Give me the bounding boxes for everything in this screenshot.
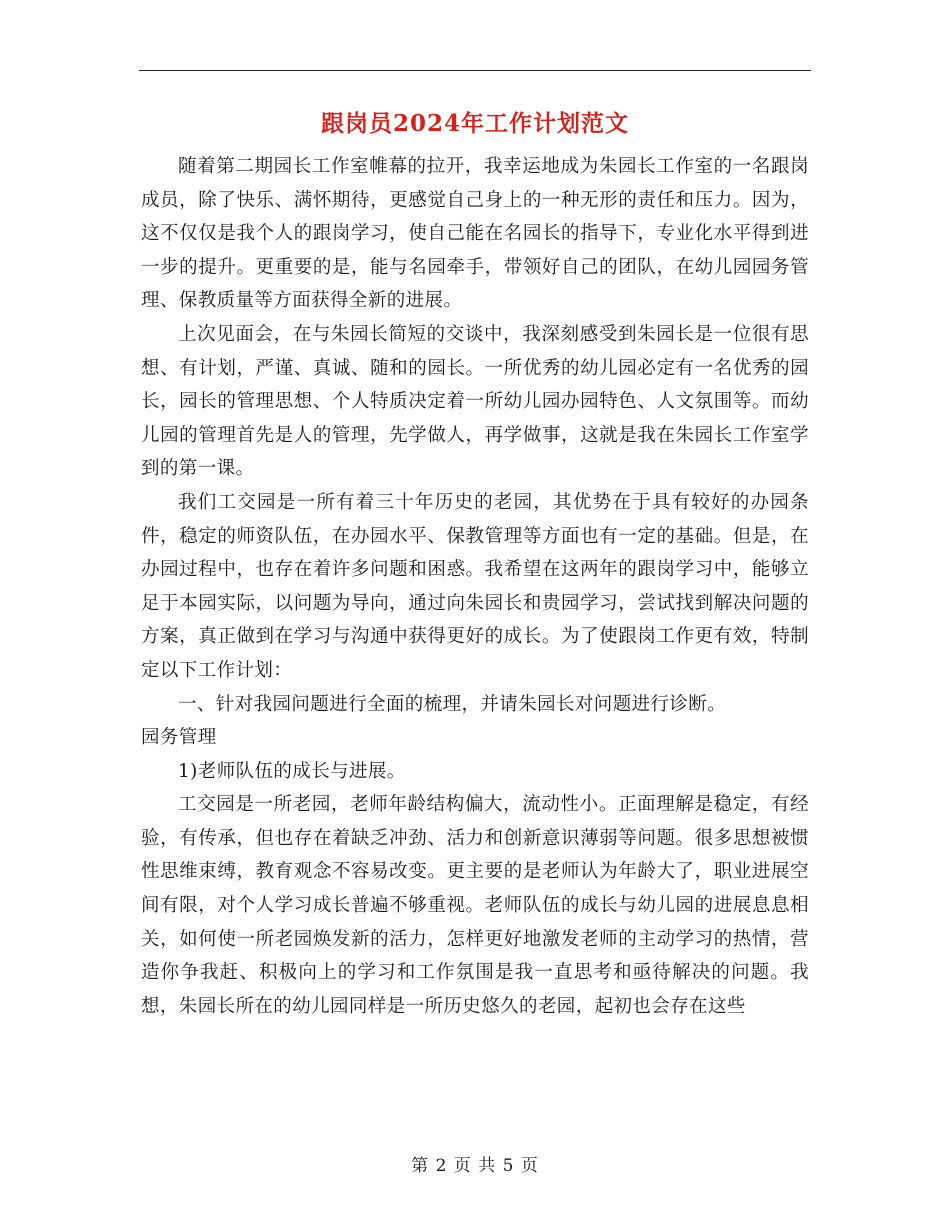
paragraph-kindergarten: 我们工交园是一所有着三十年历史的老园，其优势在于具有较好的办园条件，稳定的师资队伍，在办园水平、保教管理等方面也有一定的基础。但是，在办园过程中，也存在着许多问题和困惑。我希望在这两年的跟岗学习中，能够立足于本园实际，以问题为导向，通过向朱园长和贵园学习，尝试找到解决问题的方案，真正做到在学习与沟通中获得更好的成长。为了使跟岗工作更有效，特制定以下工作计划： — [141, 491, 809, 681]
document-title: 跟岗员2024年工作计划范文 — [320, 110, 629, 137]
section-heading-1: 一、针对我园问题进行全面的梳理，并请朱园长对问题进行诊断。 — [178, 693, 727, 715]
subsection-heading: 园务管理 — [141, 727, 217, 749]
document-body — [141, 150, 809, 1023]
page-number: 第 2 页 共 5 页 — [411, 1156, 539, 1176]
list-item-heading: 1)老师队伍的成长与进展。 — [178, 760, 406, 782]
header-rule — [139, 70, 811, 71]
paragraph-intro: 随着第二期园长工作室帷幕的拉开，我幸运地成为朱园长工作室的一名跟岗成员，除了快乐、满怀期待，更感觉自己身上的一种无形的责任和压力。因为，这不仅仅是我个人的跟岗学习，使自己能在名园长的指导下，专业化水平得到进一步的提升。更重要的是，能与名园牵手，带领好自己的团队，在幼儿园园务管理、保教质量等方面获得全新的进展。 — [141, 156, 809, 312]
paragraph-meeting: 上次见面会，在与朱园长简短的交谈中，我深刻感受到朱园长是一位很有思想、有计划，严谨、真诚、随和的园长。一所优秀的幼儿园必定有一名优秀的园长，园长的管理思想、个人特质决定着一所幼儿园办园特色、人文氛围等。而幼儿园的管理首先是人的管理，先学做人，再学做事，这就是我在朱园长工作室学到的第一课。 — [141, 323, 809, 480]
paragraph-teachers: 工交园是一所老园，老师年龄结构偏大，流动性小。正面理解是稳定，有经验，有传承，但也存在着缺乏冲劲、活力和创新意识薄弱等问题。很多思想被惯性思维束缚，教育观念不容易改变。更主要的是老师认为年龄大了，职业进展空间有限，对个人学习成长普遍不够重视。老师队伍的成长与幼儿园的进展息息相关，如何使一所老园焕发新的活力，怎样更好地激发老师的主动学习的热情，营造你争我赶、积极向上的学习和工作氛围是我一直思考和亟待解决的问题。我想，朱园长所在的幼儿园同样是一所历史悠久的老园，起初也会存在这些 — [141, 794, 809, 1017]
